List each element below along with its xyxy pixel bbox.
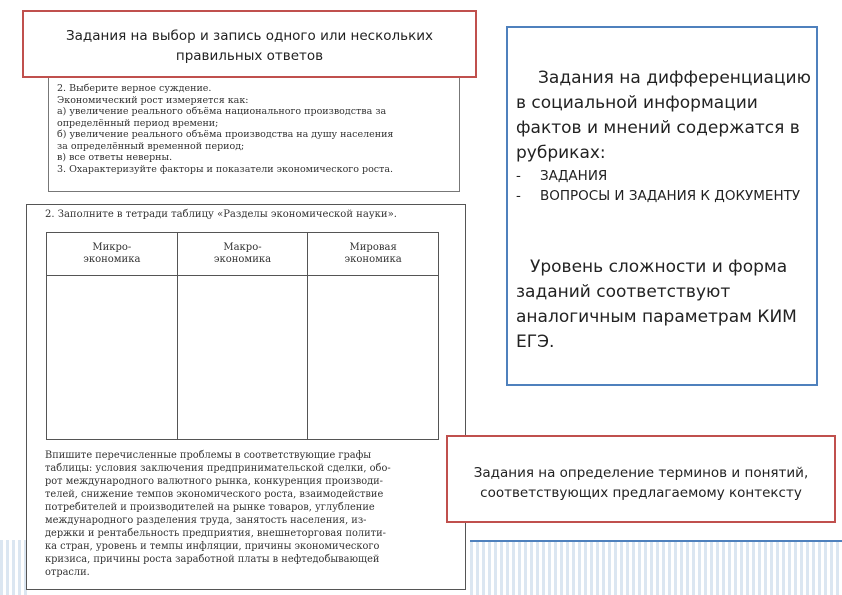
- scanned-task-excerpt-1: [48, 68, 460, 192]
- scan2-paragraph: [45, 449, 457, 579]
- table-header-world: [308, 233, 439, 276]
- list-dash: -: [516, 188, 521, 204]
- table-header-row: [47, 233, 439, 276]
- list-item: [516, 186, 806, 206]
- scan1-line: 2. Выберите верное суждение.: [57, 83, 212, 94]
- scan2-line: международного разделения труда, занятость населения, из-: [45, 515, 367, 526]
- title-line-1: Задания на выбор и запись одного или нескольких: [65, 28, 434, 44]
- table-row: [47, 276, 439, 440]
- scan2-task-heading: 2. Заполните в тетради таблицу «Разделы экономической науки».: [45, 209, 397, 220]
- terms-line-1: Задания на определение терминов и понятий,: [473, 465, 809, 481]
- list-item: [516, 166, 806, 186]
- header-text: экономика: [344, 254, 402, 265]
- scan1-line: а) увеличение реального объёма национального производства за: [57, 106, 387, 117]
- scan1-line: Экономический рост измеряется как:: [57, 94, 249, 106]
- title-box: [22, 10, 477, 78]
- scan2-line: Впишите перечисленные проблемы в соответствующие графы: [45, 450, 372, 461]
- scan1-line: в) все ответы неверны.: [57, 152, 173, 163]
- table-cell: [308, 276, 439, 440]
- header-text: Микро-: [92, 242, 132, 253]
- table-cell: [177, 276, 308, 440]
- scan2-line: таблицы: условия заключения предпринимательской сделки, обо-: [45, 463, 391, 474]
- scan2-line: кризиса, причины роста заработной платы в нефтедобывающей: [45, 554, 380, 565]
- decorative-stripes: [470, 540, 842, 595]
- scanned-task-excerpt-2: [26, 204, 466, 590]
- rubric-list: [516, 166, 806, 206]
- header-text: Макро-: [223, 242, 262, 253]
- economics-sections-table: [46, 232, 439, 440]
- differentiation-paragraph: Задания на дифференциацию в социальной информации фактов и мнений содержатся в рубриках:: [516, 68, 811, 163]
- table-header-macro: [177, 233, 308, 276]
- header-text: экономика: [83, 254, 141, 265]
- header-text: экономика: [213, 254, 272, 265]
- list-item-label: ВОПРОСЫ И ЗАДАНИЯ К ДОКУМЕНТУ: [540, 188, 801, 204]
- list-dash: -: [516, 168, 521, 184]
- scan2-line: ка стран, уровень и темпы инфляции, причины экономического: [45, 541, 380, 552]
- scan2-line: потребителей и производителей на рынке товаров, углубление: [45, 502, 375, 513]
- scan2-line: телей, снижение темпов экономического роста, взаимодействие: [45, 489, 384, 500]
- scan2-line: рот международного валютного рынка, конкуренция производи-: [45, 476, 383, 487]
- scan1-line: 3. Охарактеризуйте факторы и показатели экономического роста.: [57, 163, 394, 175]
- terms-definition-box: [446, 435, 836, 523]
- table-cell: [47, 276, 178, 440]
- scan2-line: держки и рентабельность предприятия, внешнеторговая полити-: [45, 528, 386, 539]
- table-header-micro: [47, 233, 178, 276]
- differentiation-info-box: [506, 26, 818, 386]
- list-item-label: ЗАДАНИЯ: [540, 168, 608, 184]
- scan1-line: определённый период времени;: [57, 117, 219, 129]
- terms-line-2: соответствующих предлагаемому контексту: [480, 485, 802, 501]
- complexity-paragraph: Уровень сложности и форма заданий соответствуют аналогичным параметрам КИМ ЕГЭ.: [516, 257, 797, 352]
- decorative-line: [470, 540, 842, 542]
- scan1-line: б) увеличение реального объёма производства на душу населения: [57, 129, 394, 140]
- header-text: Мировая: [349, 242, 397, 253]
- scan2-line: отрасли.: [45, 567, 90, 578]
- title-line-2: правильных ответов: [175, 48, 324, 64]
- scan1-line: за определённый временной период;: [57, 140, 245, 152]
